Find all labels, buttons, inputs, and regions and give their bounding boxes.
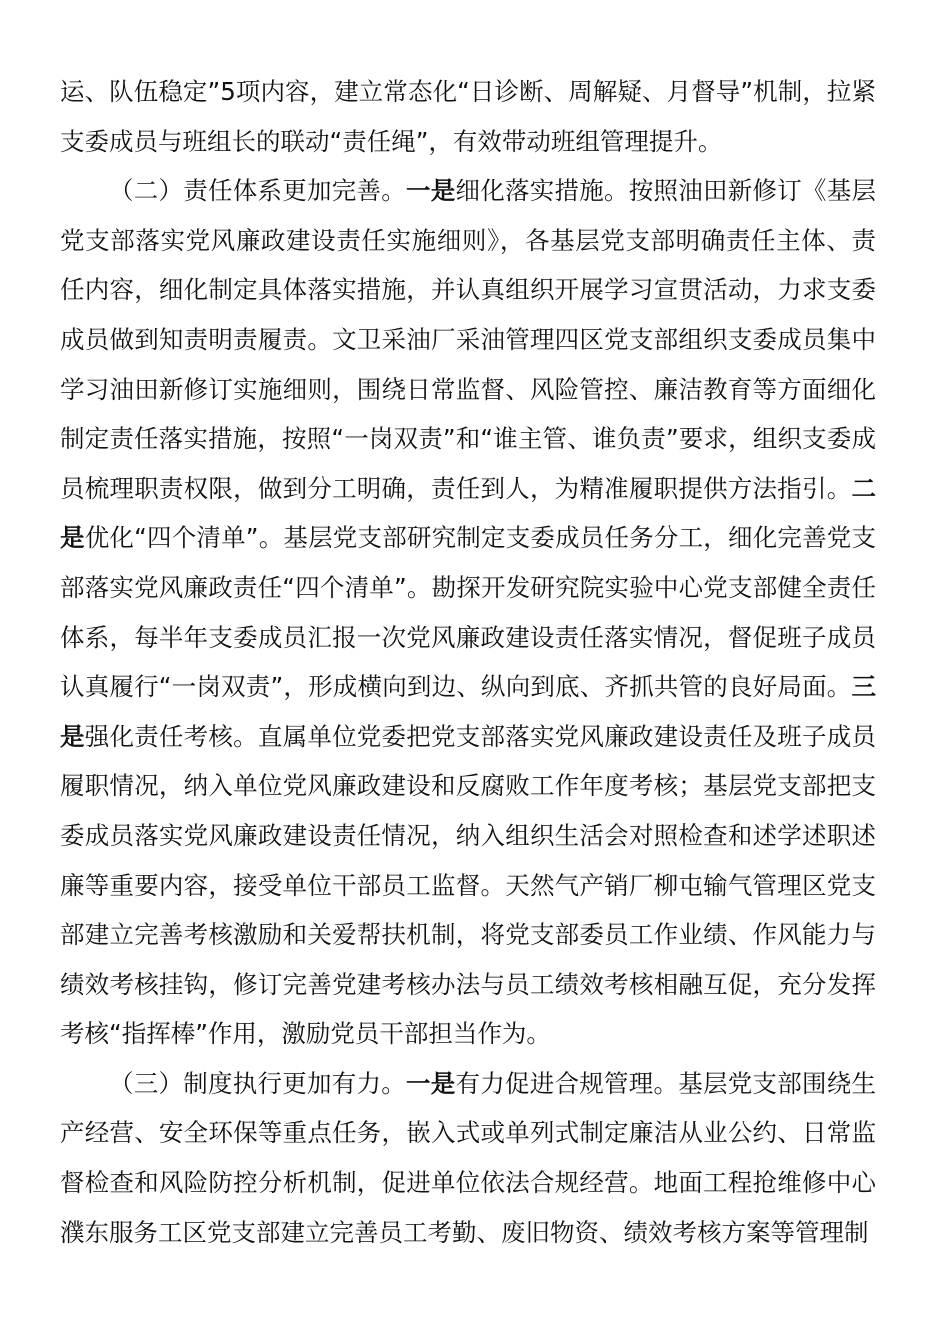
section-heading: （三）制度执行更加有力。 bbox=[109, 1068, 406, 1098]
paragraph-text: 细化落实措施。按照油田新修订《基层党支部落实党风廉政建设责任实施细则》，各基层党支部明确责任主体、责任内容，细化制定具体落实措施，并认真组织开展学习宣贯活动，力求支委成员做到知责明责履责。文卫采油厂采油管理四区党支部组织支委成员集中学习油田新修订实施细则，围绕日常监督、风险管控、廉洁教育等方面细化制定责任落实措施，按照“一岗双责”和“谁主管、谁负责”要求，组织支委成员梳理职责权限，做到分工明确，责任到人，为精准履职提供方法指引。 bbox=[60, 176, 876, 503]
bold-lead: 二是 bbox=[60, 473, 876, 553]
bold-lead: 一是 bbox=[406, 176, 456, 206]
paragraph-text: 有力促进合规管理。基层党支部围绕生产经营、安全环保等重点任务，嵌入式或单列式制定廉洁从业公约、日常监督检查和风险防控分析机制，促进单位依法合规经营。地面工程抢维修中心濮东服务工区党支部建立完善员工考勤、废旧物资、绩效考核方案等管理制 bbox=[60, 1068, 876, 1247]
bold-lead: 三是 bbox=[60, 672, 876, 751]
section-heading: （二）责任体系更加完善。 bbox=[109, 176, 406, 206]
paragraph-continuation bbox=[60, 67, 876, 166]
paragraph-text: 强化责任考核。直属单位党委把党支部落实党风廉政建设责任及班子成员履职情况，纳入单位党风廉政建设和反腐败工作年度考核；基层党支部把支委成员落实党风廉政建设责任情况，纳入组织生活会对照检查和述学述职述廉等重要内容，接受单位干部员工监督。天然气产销厂柳屯输气管理区党支部建立完善考核激励和关爱帮扶机制，将党支部委员工作业绩、作风能力与绩效考核挂钩，修订完善党建考核办法与员工绩效考核相融互促，充分发挥考核“指挥棒”作用，激励党员干部担当作为。 bbox=[60, 721, 876, 1049]
bold-lead: 一是 bbox=[406, 1068, 456, 1098]
paragraph-text: 优化“四个清单”。基层党支部研究制定支委成员任务分工，细化完善党支部落实党风廉政责任“四个清单”。勘探开发研究院实验中心党支部健全责任体系，每半年支委成员汇报一次党风廉政建设责任落实情况，督促班子成员认真履行“一岗双责”，形成横向到边、纵向到底、齐抓共管的良好局面。 bbox=[60, 523, 876, 702]
document-page bbox=[60, 67, 876, 1257]
paragraph-text: 运、队伍稳定”5项内容，建立常态化“日诊断、周解疑、月督导”机制，拉紧支委成员与班组长的联动“责任绳”，有效带动班组管理提升。 bbox=[60, 77, 876, 156]
paragraph-system-execution bbox=[60, 1059, 876, 1257]
paragraph-responsibility-system bbox=[60, 166, 876, 1059]
